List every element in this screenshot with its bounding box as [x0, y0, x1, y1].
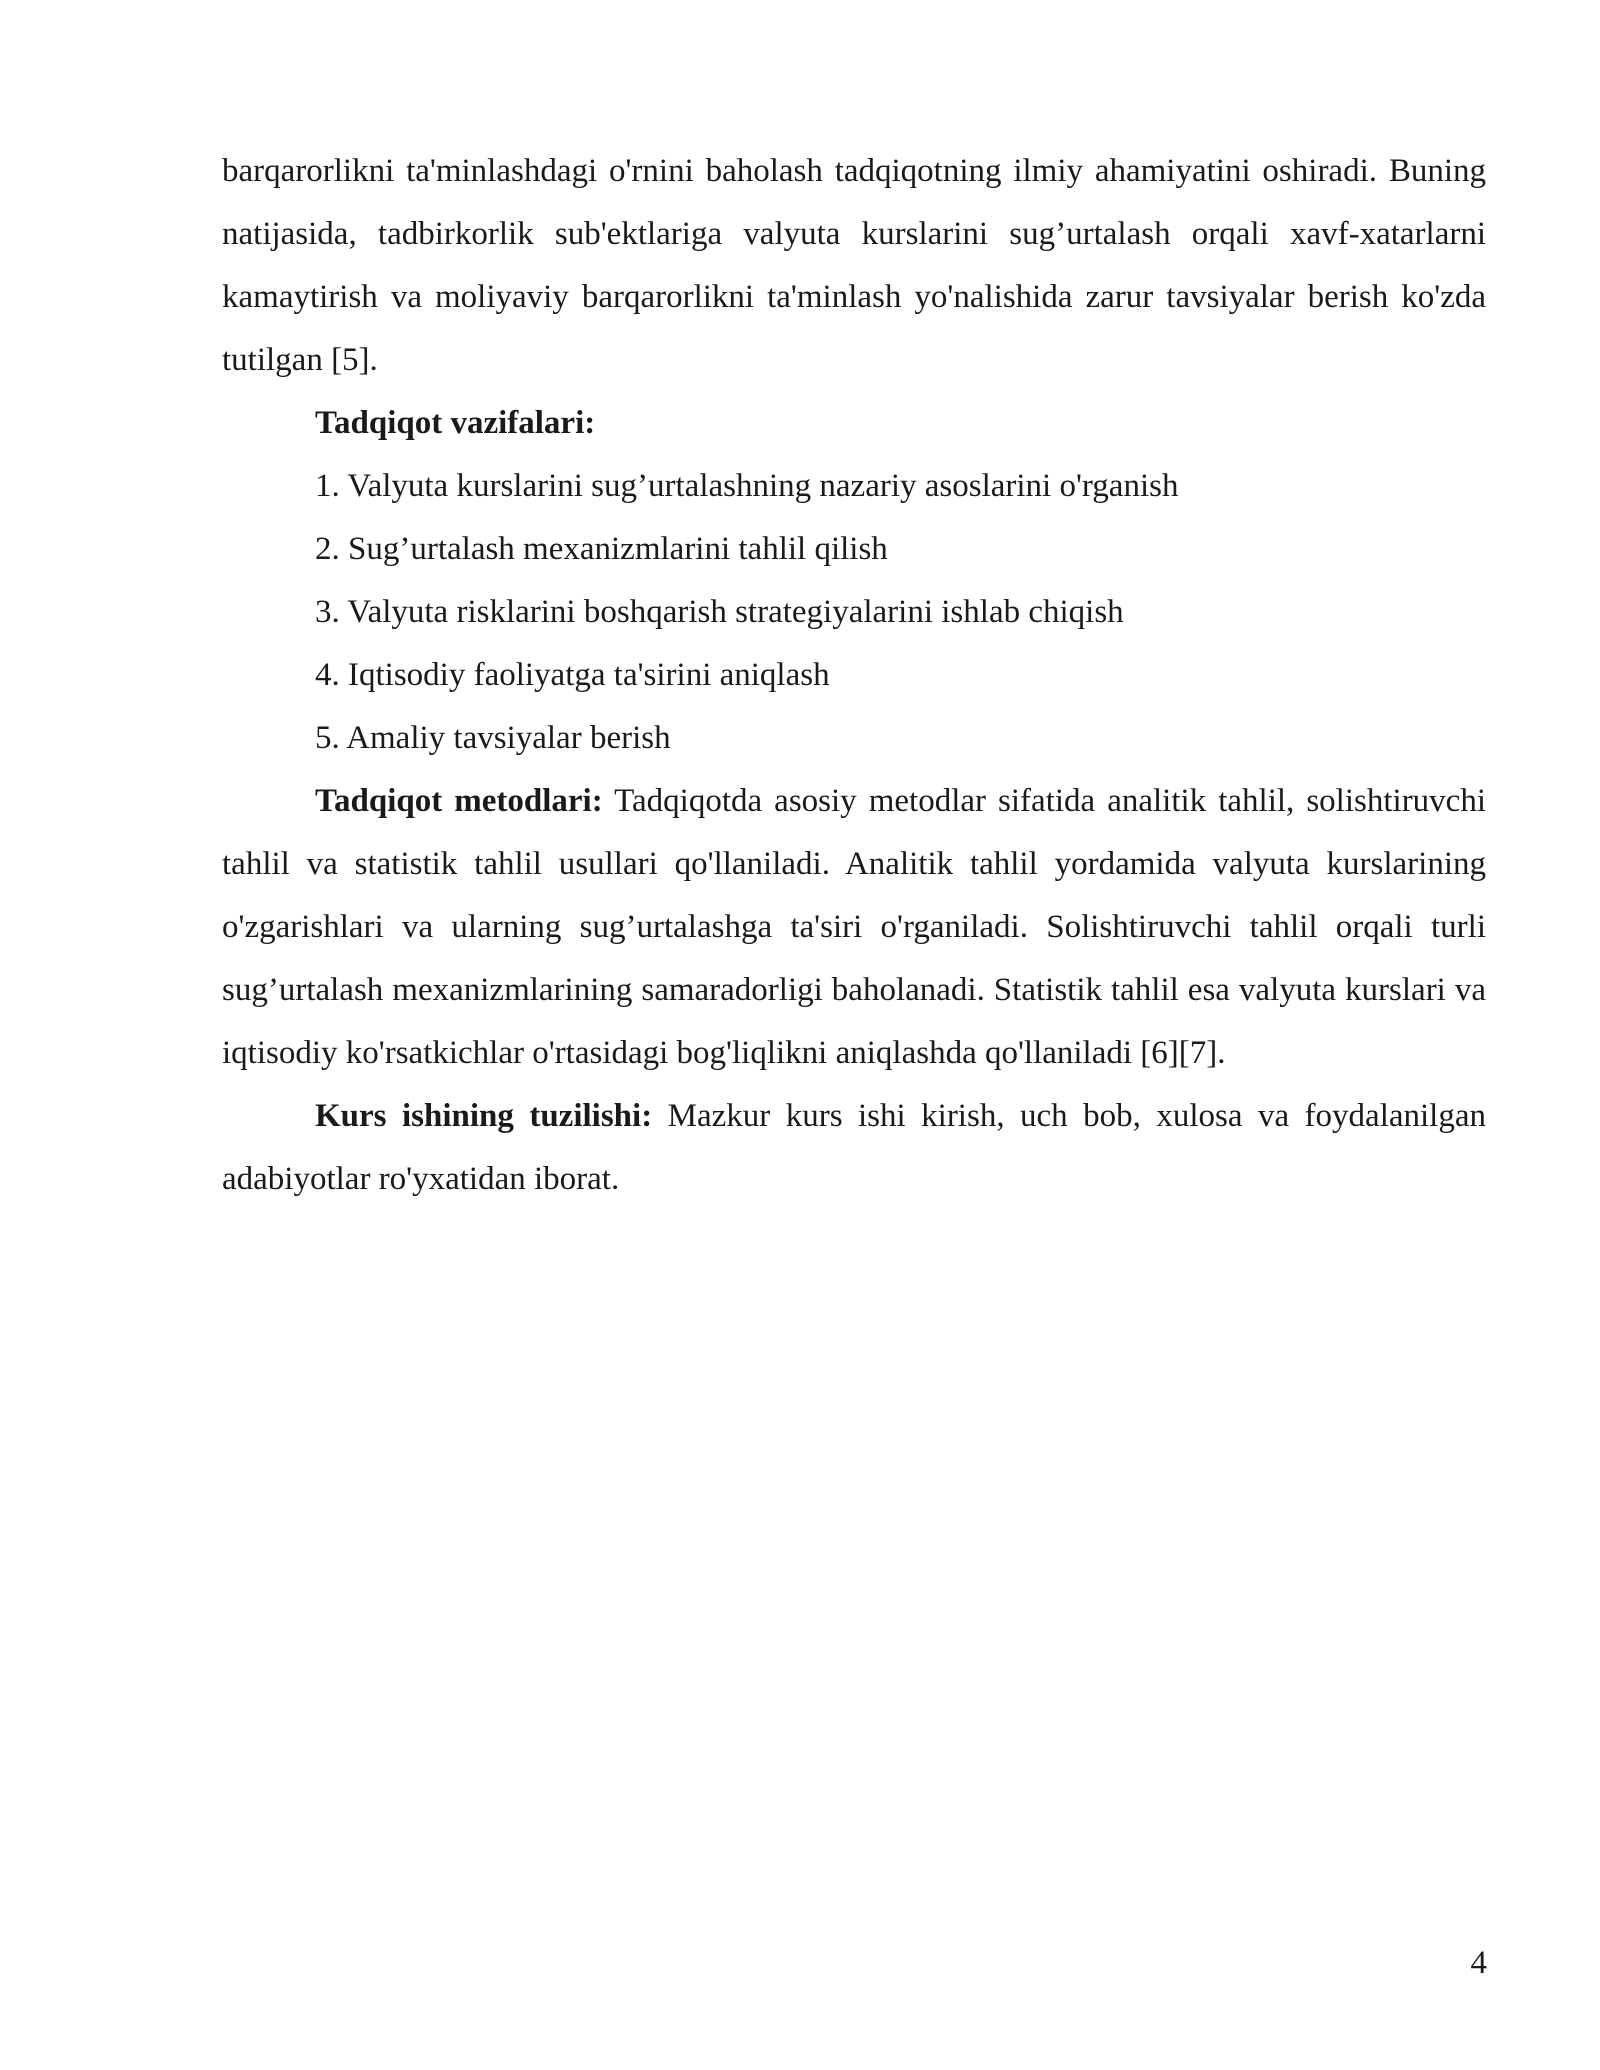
paragraph-methods [222, 770, 1486, 1085]
list-item: 5. Amaliy tavsiyalar berish [315, 720, 671, 756]
structure-text: Mazkur kurs ishi kirish, uch bob, xulosa va foydalanilgan adabiyotlar ro'yxatidan iborat. [222, 1098, 1486, 1197]
methods-text: Tadqiqotda asosiy metodlar sifatida analitik tahlil, solishtiruvchi tahlil va statistik tahlil usullari qo'llaniladi. Analitik tahlil yordamida valyuta kurslarining o'zgarishlari va ularning sug’urtalashga ta'siri o'rganiladi. Solishtiruvchi tahlil orqali turli sug’urtalash mexanizmlarining samaradorligi baholanadi. Statistik tahlil esa valyuta kurslari va iqtisodiy ko'rsatkichlar o'rtasidagi bog'liqlikni aniqlashda qo'llaniladi [6][7]. [222, 783, 1486, 1071]
document-page [222, 140, 1486, 1211]
paragraph-intro: barqarorlikni ta'minlashdagi o'rnini baholash tadqiqotning ilmiy ahamiyatini oshiradi. Buning natijasida, tadbirkorlik sub'ektlariga valyuta kurslarini sug’urtalash orqali xavf-xatarlarni kamaytirish va moliyaviy barqarorlikni ta'minlash yo'nalishida zarur tavsiyalar berish ko'zda tutilgan [5]. [222, 153, 1486, 378]
list-item: 3. Valyuta risklarini boshqarish strategiyalarini ishlab chiqish [315, 594, 1124, 630]
structure-label: Kurs ishining tuzilishi: [315, 1098, 653, 1134]
paragraph-structure [222, 1085, 1486, 1211]
tasks-list [222, 455, 1486, 770]
list-item: 4. Iqtisodiy faoliyatga ta'sirini aniqlash [315, 657, 830, 693]
tasks-heading: Tadqiqot vazifalari: [315, 405, 596, 441]
methods-label: Tadqiqot metodlari: [315, 783, 603, 819]
page-number: 4 [1470, 1945, 1487, 1981]
list-item: 2. Sug’urtalash mexanizmlarini tahlil qilish [315, 531, 888, 567]
list-item: 1. Valyuta kurslarini sug’urtalashning nazariy asoslarini o'rganish [315, 468, 1179, 504]
